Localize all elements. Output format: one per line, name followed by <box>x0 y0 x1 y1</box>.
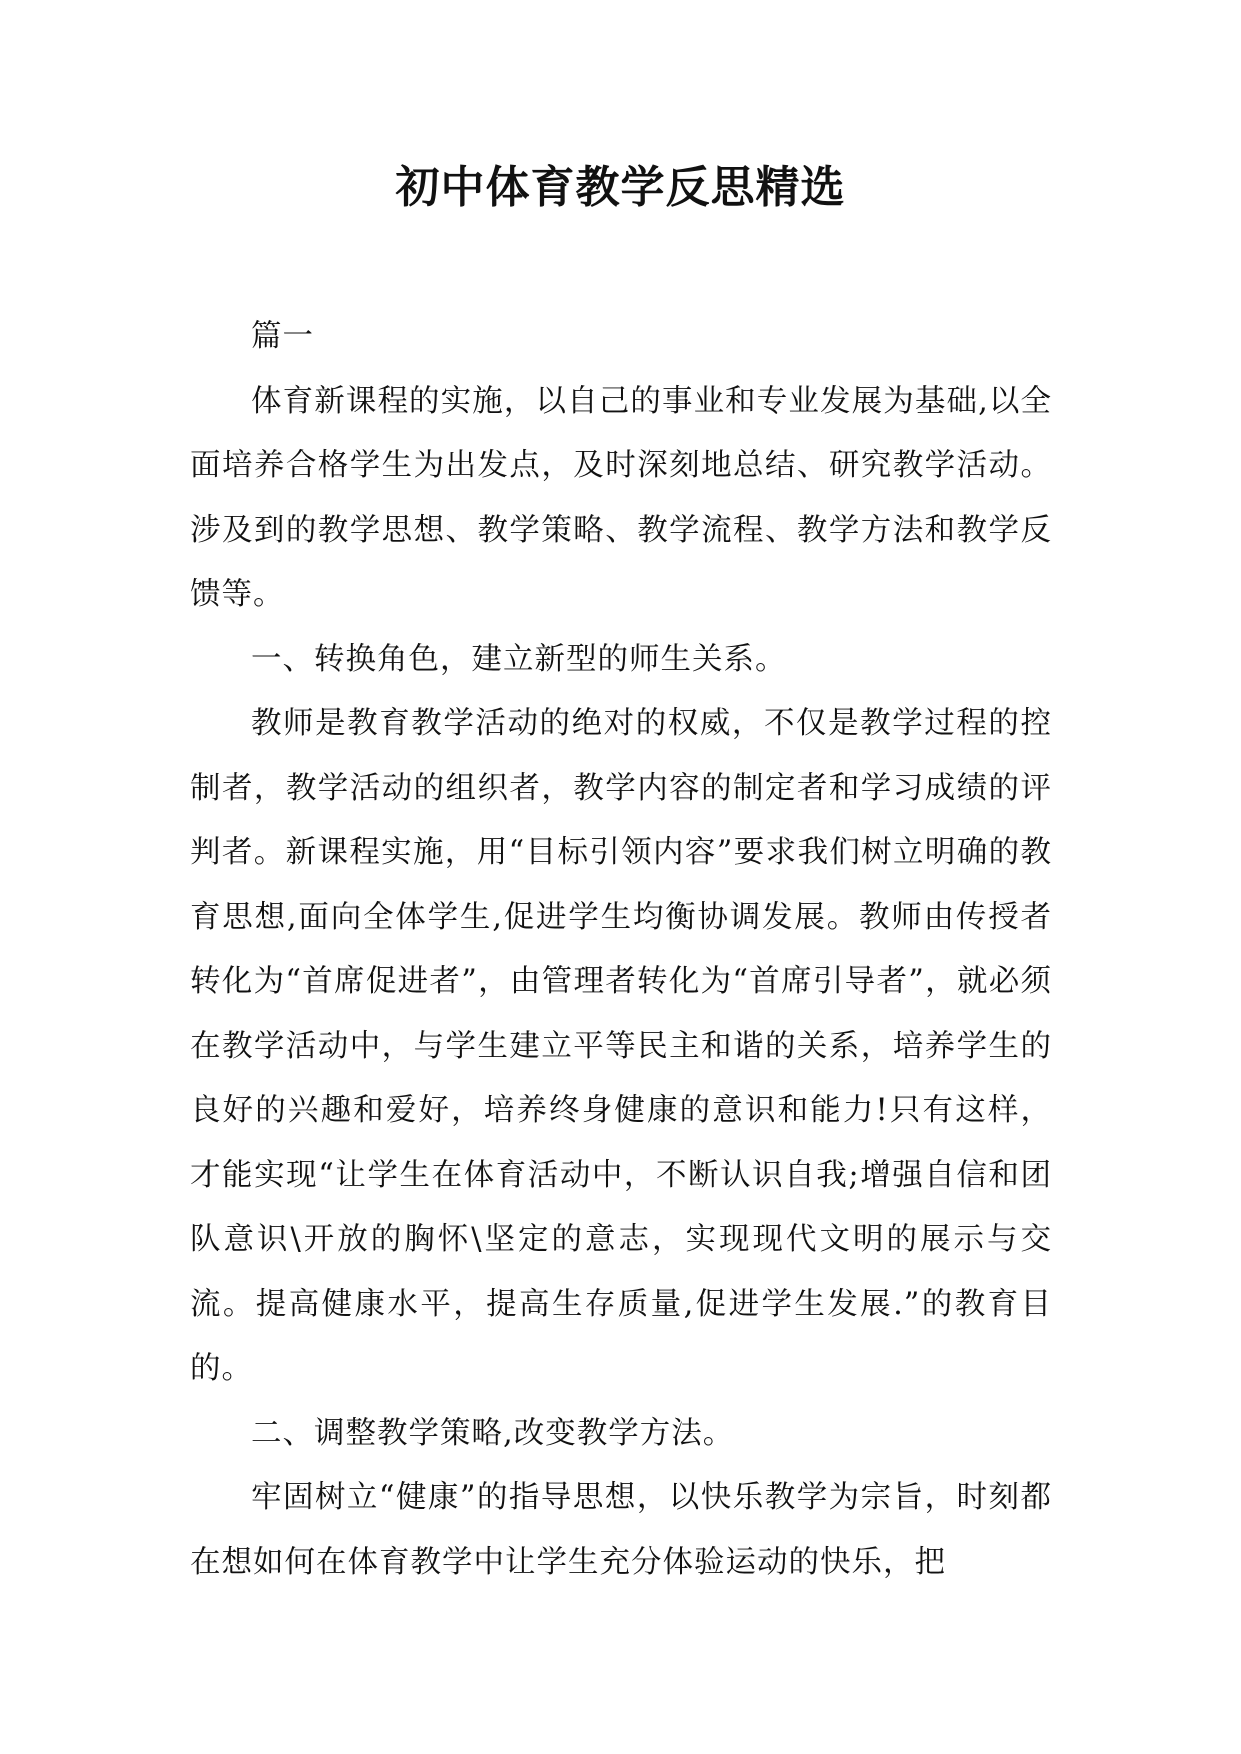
document-title: 初中体育教学反思精选 <box>395 162 846 213</box>
heading-one: 一、转换角色，建立新型的师生关系。 <box>251 641 787 677</box>
section-label: 篇一 <box>251 319 314 354</box>
document-body <box>190 305 1052 1595</box>
heading-two: 二、调整教学策略,改变教学方法。 <box>251 1415 735 1451</box>
paragraph-teacher-role: 教师是教育教学活动的绝对的权威，不仅是教学过程的控制者，教学活动的组织者，教学内容的制定者和学习成绩的评判者。新课程实施，用“目标引领内容”要求我们树立明确的教育思想,面向全体学生,促进学生均衡协调发展。教师由传授者转化为“首席促进者”，由管理者转化为“首席引导者”，就必须在教学活动中，与学生建立平等民主和谐的关系，培养学生的良好的兴趣和爱好，培养终身健康的意识和能力!只有这样，才能实现“让学生在体育活动中，不断认识自我;增强自信和团队意识\开放的胸怀\坚定的意志，实现现代文明的展示与交流。提高健康水平，提高生存质量,促进学生发展.”的教育目的。 <box>190 706 1052 1386</box>
paragraph-teaching-strategy: 牢固树立“健康”的指导思想，以快乐教学为宗旨，时刻都在想如何在体育教学中让学生充分体验运动的快乐，把 <box>190 1480 1052 1580</box>
intro-paragraph: 体育新课程的实施，以自己的事业和专业发展为基础,以全面培养合格学生为出发点，及时深刻地总结、研究教学活动。涉及到的教学思想、教学策略、教学流程、教学方法和教学反馈等。 <box>190 383 1052 612</box>
